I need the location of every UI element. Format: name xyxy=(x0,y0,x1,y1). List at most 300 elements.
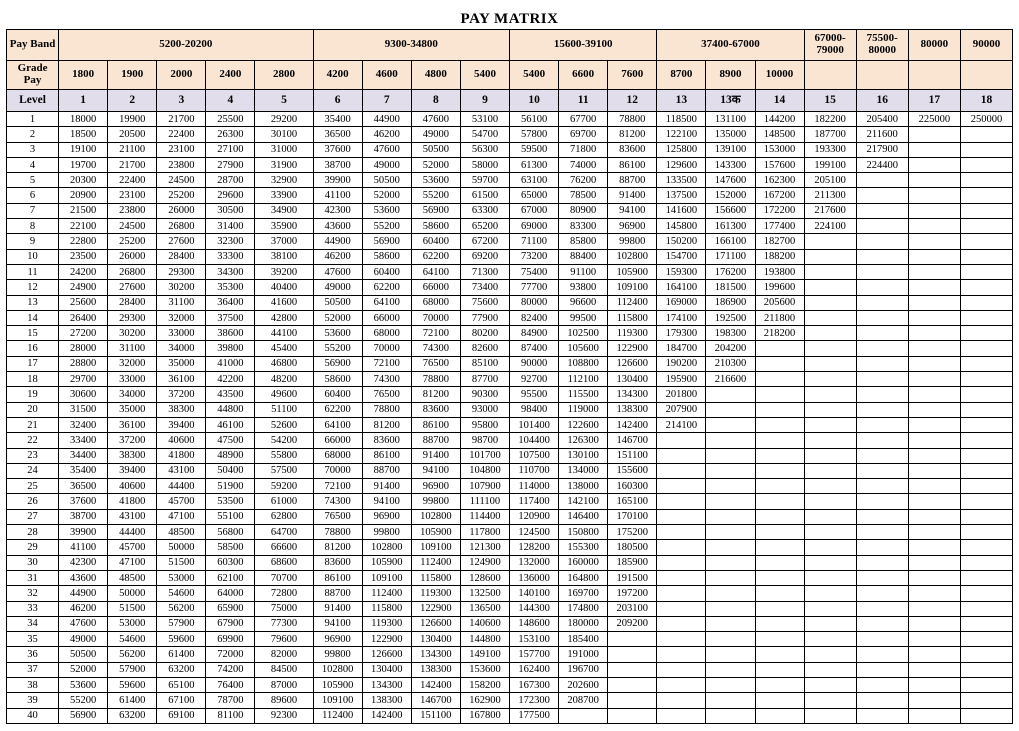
pay-cell: 87700 xyxy=(460,372,509,387)
pay-cell: 76500 xyxy=(313,509,362,524)
pay-cell: 141600 xyxy=(657,203,706,218)
pay-cell: 190200 xyxy=(657,356,706,371)
pay-cell: 85800 xyxy=(559,234,608,249)
pay-cell: 150800 xyxy=(559,525,608,540)
pay-cell: 56300 xyxy=(460,142,509,157)
pay-cell: 134300 xyxy=(362,677,411,692)
row-index-cell: 2 xyxy=(7,127,59,142)
pay-cell: 172200 xyxy=(755,203,804,218)
pay-cell: 69000 xyxy=(510,219,559,234)
row-index-cell: 12 xyxy=(7,280,59,295)
row-index-cell: 37 xyxy=(7,662,59,677)
pay-cell: 43100 xyxy=(108,509,157,524)
pay-cell xyxy=(804,662,856,677)
pay-cell xyxy=(856,616,908,631)
pay-cell xyxy=(960,402,1012,417)
pay-cell xyxy=(856,708,908,723)
pay-cell: 209200 xyxy=(608,616,657,631)
pay-cell: 22100 xyxy=(59,219,108,234)
pay-cell: 171100 xyxy=(706,249,755,264)
pay-cell: 32900 xyxy=(255,173,313,188)
pay-cell: 21700 xyxy=(108,157,157,172)
row-index-cell: 39 xyxy=(7,693,59,708)
pay-cell: 74200 xyxy=(206,662,255,677)
pay-matrix-container xyxy=(0,29,1019,724)
pay-cell: 158200 xyxy=(460,677,509,692)
pay-cell: 77300 xyxy=(255,616,313,631)
pay-cell: 207900 xyxy=(657,402,706,417)
table-row xyxy=(7,264,1013,279)
pay-cell: 225000 xyxy=(908,112,960,127)
row-index-cell: 38 xyxy=(7,677,59,692)
pay-cell: 136500 xyxy=(460,601,509,616)
pay-cell xyxy=(804,249,856,264)
pay-cell xyxy=(755,540,804,555)
pay-cell xyxy=(960,157,1012,172)
pay-cell: 102800 xyxy=(362,540,411,555)
pay-cell xyxy=(856,372,908,387)
pay-cell xyxy=(960,372,1012,387)
pay-cell: 88700 xyxy=(411,433,460,448)
pay-cell xyxy=(706,570,755,585)
pay-cell: 128200 xyxy=(510,540,559,555)
pay-cell xyxy=(856,448,908,463)
pay-cell: 30600 xyxy=(59,387,108,402)
pay-cell: 99500 xyxy=(559,310,608,325)
row-index-cell: 40 xyxy=(7,708,59,723)
pay-cell: 40600 xyxy=(157,433,206,448)
grade-pay-cell: 7600 xyxy=(608,61,657,90)
pay-cell xyxy=(856,326,908,341)
pay-cell: 78800 xyxy=(411,372,460,387)
pay-cell: 60400 xyxy=(411,234,460,249)
pay-cell: 129600 xyxy=(657,157,706,172)
pay-cell xyxy=(755,448,804,463)
level-header-cell: 6 xyxy=(313,90,362,112)
pay-cell: 48500 xyxy=(108,570,157,585)
pay-cell: 59600 xyxy=(157,632,206,647)
level-header-cell: 10 xyxy=(510,90,559,112)
pay-cell: 50000 xyxy=(157,540,206,555)
pay-cell xyxy=(706,601,755,616)
pay-cell: 55100 xyxy=(206,509,255,524)
pay-cell: 107500 xyxy=(510,448,559,463)
pay-cell xyxy=(706,632,755,647)
table-row xyxy=(7,509,1013,524)
pay-cell: 48200 xyxy=(255,372,313,387)
pay-cell: 126600 xyxy=(362,647,411,662)
pay-cell: 72100 xyxy=(362,356,411,371)
pay-cell xyxy=(856,280,908,295)
pay-cell xyxy=(804,356,856,371)
table-row xyxy=(7,555,1013,570)
row-index-cell: 28 xyxy=(7,525,59,540)
pay-cell xyxy=(908,479,960,494)
pay-cell: 56800 xyxy=(206,525,255,540)
pay-cell: 112400 xyxy=(411,555,460,570)
row-index-cell: 27 xyxy=(7,509,59,524)
pay-cell: 72000 xyxy=(206,647,255,662)
pay-cell xyxy=(755,632,804,647)
pay-cell xyxy=(657,433,706,448)
pay-cell xyxy=(856,387,908,402)
pay-cell xyxy=(960,494,1012,509)
pay-cell: 64100 xyxy=(411,264,460,279)
pay-cell: 142400 xyxy=(411,677,460,692)
pay-cell: 67200 xyxy=(460,234,509,249)
pay-cell: 46100 xyxy=(206,417,255,432)
pay-cell: 136000 xyxy=(510,570,559,585)
pay-cell xyxy=(804,708,856,723)
pay-cell: 40600 xyxy=(108,479,157,494)
pay-cell: 159300 xyxy=(657,264,706,279)
pay-cell: 66600 xyxy=(255,540,313,555)
pay-cell: 45700 xyxy=(157,494,206,509)
row-index-cell: 35 xyxy=(7,632,59,647)
row-index-cell: 11 xyxy=(7,264,59,279)
row-index-cell: 24 xyxy=(7,463,59,478)
pay-cell xyxy=(706,662,755,677)
pay-cell xyxy=(960,662,1012,677)
table-row xyxy=(7,417,1013,432)
row-index-cell: 18 xyxy=(7,372,59,387)
pay-cell xyxy=(908,249,960,264)
pay-cell xyxy=(856,295,908,310)
pay-cell: 45700 xyxy=(108,540,157,555)
grade-pay-cell: 4800 xyxy=(411,61,460,90)
pay-cell: 91400 xyxy=(313,601,362,616)
pay-cell: 115800 xyxy=(411,570,460,585)
pay-band-cell xyxy=(856,30,908,61)
pay-cell: 52000 xyxy=(313,310,362,325)
pay-cell xyxy=(755,525,804,540)
pay-cell xyxy=(960,570,1012,585)
grade-pay-cell: 8700 xyxy=(657,61,706,90)
header-row-pay-band xyxy=(7,30,1013,61)
pay-cell: 84500 xyxy=(255,662,313,677)
pay-cell: 153600 xyxy=(460,662,509,677)
table-row xyxy=(7,601,1013,616)
pay-cell: 138300 xyxy=(362,693,411,708)
pay-cell xyxy=(856,310,908,325)
header-row-level xyxy=(7,90,1013,112)
pay-cell: 23100 xyxy=(108,188,157,203)
pay-cell xyxy=(960,387,1012,402)
pay-cell: 34900 xyxy=(255,203,313,218)
pay-cell: 211800 xyxy=(755,310,804,325)
pay-cell: 60400 xyxy=(362,264,411,279)
pay-cell: 24500 xyxy=(108,219,157,234)
pay-cell xyxy=(856,463,908,478)
row-index-cell: 31 xyxy=(7,570,59,585)
pay-cell: 96600 xyxy=(559,295,608,310)
pay-cell: 26000 xyxy=(157,203,206,218)
pay-cell: 60400 xyxy=(313,387,362,402)
pay-cell xyxy=(856,433,908,448)
pay-cell xyxy=(608,677,657,692)
pay-cell: 50400 xyxy=(206,463,255,478)
table-row xyxy=(7,142,1013,157)
pay-cell: 49000 xyxy=(362,157,411,172)
pay-cell: 193800 xyxy=(755,264,804,279)
level-header-cell: 1 xyxy=(59,90,108,112)
row-index-cell: 10 xyxy=(7,249,59,264)
pay-cell: 70000 xyxy=(362,341,411,356)
pay-cell: 91100 xyxy=(559,264,608,279)
pay-cell: 35000 xyxy=(157,356,206,371)
pay-band-cell: 5200-20200 xyxy=(59,30,314,61)
pay-cell: 105600 xyxy=(559,341,608,356)
pay-cell: 59700 xyxy=(460,173,509,188)
pay-cell: 29300 xyxy=(108,310,157,325)
grade-pay-label-line2: Pay xyxy=(23,74,42,86)
pay-cell xyxy=(804,310,856,325)
table-row xyxy=(7,295,1013,310)
row-index-cell: 1 xyxy=(7,112,59,127)
pay-cell xyxy=(657,463,706,478)
pay-cell: 62200 xyxy=(362,280,411,295)
pay-cell: 26400 xyxy=(59,310,108,325)
pay-cell: 18500 xyxy=(59,127,108,142)
pay-cell: 39900 xyxy=(313,173,362,188)
pay-cell: 32300 xyxy=(206,234,255,249)
pay-cell: 102800 xyxy=(608,249,657,264)
pay-cell: 96900 xyxy=(362,509,411,524)
table-row xyxy=(7,356,1013,371)
pay-cell: 80200 xyxy=(460,326,509,341)
pay-cell: 198300 xyxy=(706,326,755,341)
pay-cell: 58000 xyxy=(460,157,509,172)
pay-cell: 167200 xyxy=(755,188,804,203)
pay-cell xyxy=(755,356,804,371)
pay-cell: 23800 xyxy=(108,203,157,218)
pay-cell: 104400 xyxy=(510,433,559,448)
level-header-cell: 16 xyxy=(856,90,908,112)
row-index-cell: 17 xyxy=(7,356,59,371)
pay-cell: 114000 xyxy=(510,479,559,494)
pay-cell: 125800 xyxy=(657,142,706,157)
pay-cell: 169000 xyxy=(657,295,706,310)
pay-cell: 124900 xyxy=(460,555,509,570)
pay-cell: 150200 xyxy=(657,234,706,249)
pay-cell xyxy=(608,647,657,662)
level-header-cell: 18 xyxy=(960,90,1012,112)
pay-cell xyxy=(804,509,856,524)
pay-cell xyxy=(755,693,804,708)
pay-matrix-table xyxy=(6,29,1013,724)
pay-cell: 105900 xyxy=(362,555,411,570)
pay-cell: 102500 xyxy=(559,326,608,341)
pay-cell: 164800 xyxy=(559,570,608,585)
pay-band-cell: 37400-67000 xyxy=(657,30,804,61)
pay-cell xyxy=(908,280,960,295)
pay-cell: 25600 xyxy=(59,295,108,310)
pay-cell: 146400 xyxy=(559,509,608,524)
pay-cell: 119300 xyxy=(411,586,460,601)
pay-cell: 89600 xyxy=(255,693,313,708)
pay-cell: 27900 xyxy=(206,157,255,172)
pay-cell xyxy=(960,632,1012,647)
pay-cell: 130100 xyxy=(559,448,608,463)
pay-cell xyxy=(856,632,908,647)
pay-cell xyxy=(608,632,657,647)
pay-cell: 41100 xyxy=(59,540,108,555)
pay-cell: 144200 xyxy=(755,112,804,127)
pay-cell xyxy=(657,662,706,677)
pay-cell xyxy=(856,356,908,371)
pay-cell: 40400 xyxy=(255,280,313,295)
pay-cell: 151100 xyxy=(411,708,460,723)
pay-cell: 52000 xyxy=(59,662,108,677)
pay-cell: 88400 xyxy=(559,249,608,264)
pay-cell xyxy=(856,677,908,692)
pay-cell: 56900 xyxy=(313,356,362,371)
pay-cell xyxy=(706,586,755,601)
pay-cell: 175200 xyxy=(608,525,657,540)
row-index-cell: 22 xyxy=(7,433,59,448)
pay-cell: 24500 xyxy=(157,173,206,188)
pay-cell: 108800 xyxy=(559,356,608,371)
pay-cell xyxy=(960,616,1012,631)
pay-cell: 199100 xyxy=(804,157,856,172)
row-index-cell: 13 xyxy=(7,295,59,310)
pay-cell xyxy=(706,509,755,524)
pay-cell xyxy=(856,188,908,203)
pay-cell xyxy=(657,525,706,540)
pay-cell: 27200 xyxy=(59,326,108,341)
table-row xyxy=(7,157,1013,172)
level-header-cell: 9 xyxy=(460,90,509,112)
pay-cell: 155300 xyxy=(559,540,608,555)
pay-cell: 36100 xyxy=(108,417,157,432)
pay-cell: 161300 xyxy=(706,219,755,234)
pay-cell: 122900 xyxy=(362,632,411,647)
pay-cell xyxy=(856,479,908,494)
pay-cell xyxy=(706,708,755,723)
pay-cell: 160000 xyxy=(559,555,608,570)
pay-cell: 30200 xyxy=(108,326,157,341)
pay-cell: 148500 xyxy=(755,127,804,142)
pay-cell: 157700 xyxy=(510,647,559,662)
pay-cell xyxy=(804,525,856,540)
pay-cell: 57900 xyxy=(157,616,206,631)
pay-cell: 36500 xyxy=(59,479,108,494)
pay-cell xyxy=(608,708,657,723)
pay-cell: 39900 xyxy=(59,525,108,540)
pay-cell: 112400 xyxy=(313,708,362,723)
pay-cell xyxy=(908,677,960,692)
pay-cell xyxy=(706,494,755,509)
pay-cell: 26800 xyxy=(157,219,206,234)
pay-cell xyxy=(908,616,960,631)
pay-cell: 74300 xyxy=(362,372,411,387)
pay-cell: 35400 xyxy=(313,112,362,127)
pay-cell: 167300 xyxy=(510,677,559,692)
pay-cell: 30500 xyxy=(206,203,255,218)
pay-cell: 67000 xyxy=(510,203,559,218)
pay-cell: 44900 xyxy=(59,586,108,601)
pay-cell: 50000 xyxy=(108,586,157,601)
pay-cell: 139100 xyxy=(706,142,755,157)
pay-cell xyxy=(908,494,960,509)
pay-cell: 134300 xyxy=(411,647,460,662)
pay-cell: 122900 xyxy=(608,341,657,356)
pay-cell: 28800 xyxy=(59,356,108,371)
pay-cell: 201800 xyxy=(657,387,706,402)
pay-cell: 180500 xyxy=(608,540,657,555)
pay-cell: 65900 xyxy=(206,601,255,616)
pay-cell: 54600 xyxy=(108,632,157,647)
pay-cell: 65000 xyxy=(510,188,559,203)
table-row xyxy=(7,586,1013,601)
pay-band-cell: 9300-34800 xyxy=(313,30,509,61)
pay-cell: 92300 xyxy=(255,708,313,723)
header-cell-grade-pay xyxy=(7,61,59,90)
level-header-cell: 7 xyxy=(362,90,411,112)
pay-cell xyxy=(706,540,755,555)
pay-cell: 20500 xyxy=(108,127,157,142)
pay-cell xyxy=(960,601,1012,616)
grade-pay-cell: 10000 xyxy=(755,61,804,90)
pay-cell xyxy=(706,647,755,662)
pay-cell: 69100 xyxy=(157,708,206,723)
pay-cell: 122600 xyxy=(559,417,608,432)
grade-pay-cell: 4200 xyxy=(313,61,362,90)
pay-cell xyxy=(960,555,1012,570)
pay-cell xyxy=(804,387,856,402)
pay-cell xyxy=(804,540,856,555)
pay-cell: 37200 xyxy=(157,387,206,402)
pay-cell: 21700 xyxy=(157,112,206,127)
pay-cell: 24900 xyxy=(59,280,108,295)
pay-cell: 102800 xyxy=(411,509,460,524)
pay-cell: 20300 xyxy=(59,173,108,188)
pay-cell: 62200 xyxy=(411,249,460,264)
pay-cell: 37000 xyxy=(255,234,313,249)
pay-cell: 23100 xyxy=(157,142,206,157)
pay-cell xyxy=(657,708,706,723)
pay-cell: 86100 xyxy=(362,448,411,463)
pay-cell: 47600 xyxy=(313,264,362,279)
pay-cell xyxy=(908,157,960,172)
pay-cell: 166100 xyxy=(706,234,755,249)
pay-cell xyxy=(755,433,804,448)
pay-cell: 24200 xyxy=(59,264,108,279)
pay-cell xyxy=(960,708,1012,723)
pay-cell xyxy=(960,463,1012,478)
pay-cell: 53600 xyxy=(313,326,362,341)
pay-cell: 126300 xyxy=(559,433,608,448)
pay-cell: 30200 xyxy=(157,280,206,295)
pay-cell xyxy=(856,249,908,264)
table-row xyxy=(7,677,1013,692)
pay-cell: 38700 xyxy=(59,509,108,524)
pay-cell: 57500 xyxy=(255,463,313,478)
pay-cell xyxy=(804,601,856,616)
pay-cell xyxy=(960,525,1012,540)
pay-cell: 56900 xyxy=(411,203,460,218)
pay-cell xyxy=(755,601,804,616)
pay-band-line2: 79000 xyxy=(816,44,844,56)
pay-cell xyxy=(856,417,908,432)
pay-cell: 63200 xyxy=(157,662,206,677)
pay-cell: 92700 xyxy=(510,372,559,387)
pay-cell: 53600 xyxy=(59,677,108,692)
row-index-cell: 15 xyxy=(7,326,59,341)
pay-cell: 41100 xyxy=(313,188,362,203)
grade-pay-cell xyxy=(804,61,856,90)
pay-cell: 65200 xyxy=(460,219,509,234)
